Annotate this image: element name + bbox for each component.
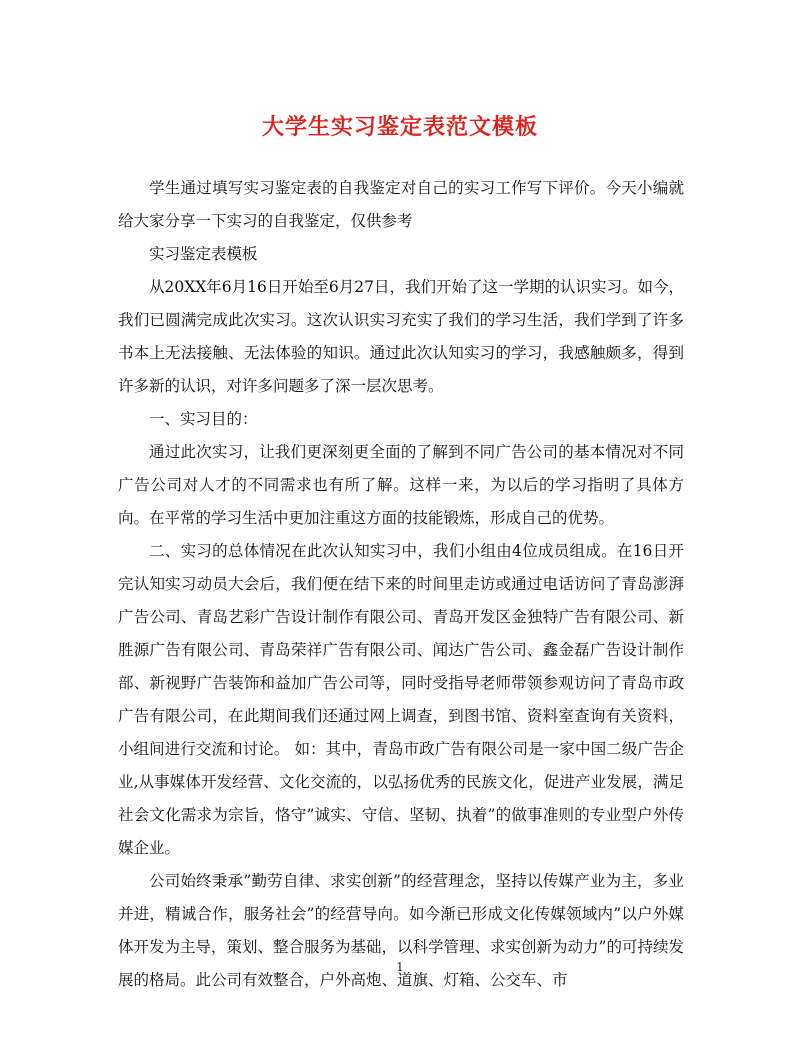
section-heading-purpose: 一、实习目的：: [149, 410, 258, 428]
page-number: 1: [396, 960, 404, 974]
paragraph-company-philosophy: 公司始终秉承”勤劳自律、求实创新”的经营理念，坚持以传媒产业为主，多业并进，精诚合作，服务社会”的经营导向。如今渐已形成文化传媒领域内”以户外媒体开发为主导，策划、整合服务为基础，以科学管理、求实创新为动力”的可持续发展的格局。此公司有效整合，户外高炮、道旗、灯箱、公交车、市: [118, 872, 684, 989]
document-title: 大学生实习鉴定表范文模板: [261, 114, 538, 140]
paragraph-intro: 学生通过填写实习鉴定表的自我鉴定对自己的实习工作写下评价。今天小编就给大家分享一下实习的自我鉴定，仅供参考: [118, 179, 684, 230]
document-body: [118, 172, 684, 997]
paragraph-purpose: 通过此次实习，让我们更深刻更全面的了解到不同广告公司的基本情况对不同广告公司对人才的不同需求也有所了解。这样一来，为以后的学习指明了具体方向。在平常的学习生活中更加注重这方面的技能锻炼，形成自己的优势。: [118, 443, 684, 527]
paragraph-template-heading: 实习鉴定表模板: [149, 245, 258, 263]
paragraph-internship-period: 从20XX年6月16日开始至6月27日，我们开始了这一学期的认识实习。如今，我们已圆满完成此次实习。这次认识实习充实了我们的学习生活，我们学到了许多书本上无法接触、无法体验的知识。通过此次认知实习的学习，我感触颇多，得到许多新的认识，对许多问题多了深一层次思考。: [118, 278, 684, 395]
paragraph-overview: 二、实习的总体情况在此次认知实习中，我们小组由4位成员组成。在16日开完认知实习动员大会后，我们便在结下来的时间里走访或通过电话访问了青岛澎湃广告公司、青岛艺彩广告设计制作有限公司、青岛开发区金独特广告有限公司、新胜源广告有限公司、青岛荣祥广告有限公司、闻达广告公司、鑫金磊广告设计制作部、新视野广告装饰和益加广告公司等，同时受指导老师带领参观访问了青岛市政广告有限公司，在此期间我们还通过网上调查，到图书馆、资料室查询有关资料，小组间进行交流和讨论。 如：其中，青岛市政广告有限公司是一家中国二级广告企业,从事媒体开发经营、文化交流的，以弘扬优秀的民族文化，促进产业发展，满足社会文化需求为宗旨，恪守”诚实、守信、坚韧、执着”的做事准则的专业型户外传媒企业。: [118, 542, 684, 857]
